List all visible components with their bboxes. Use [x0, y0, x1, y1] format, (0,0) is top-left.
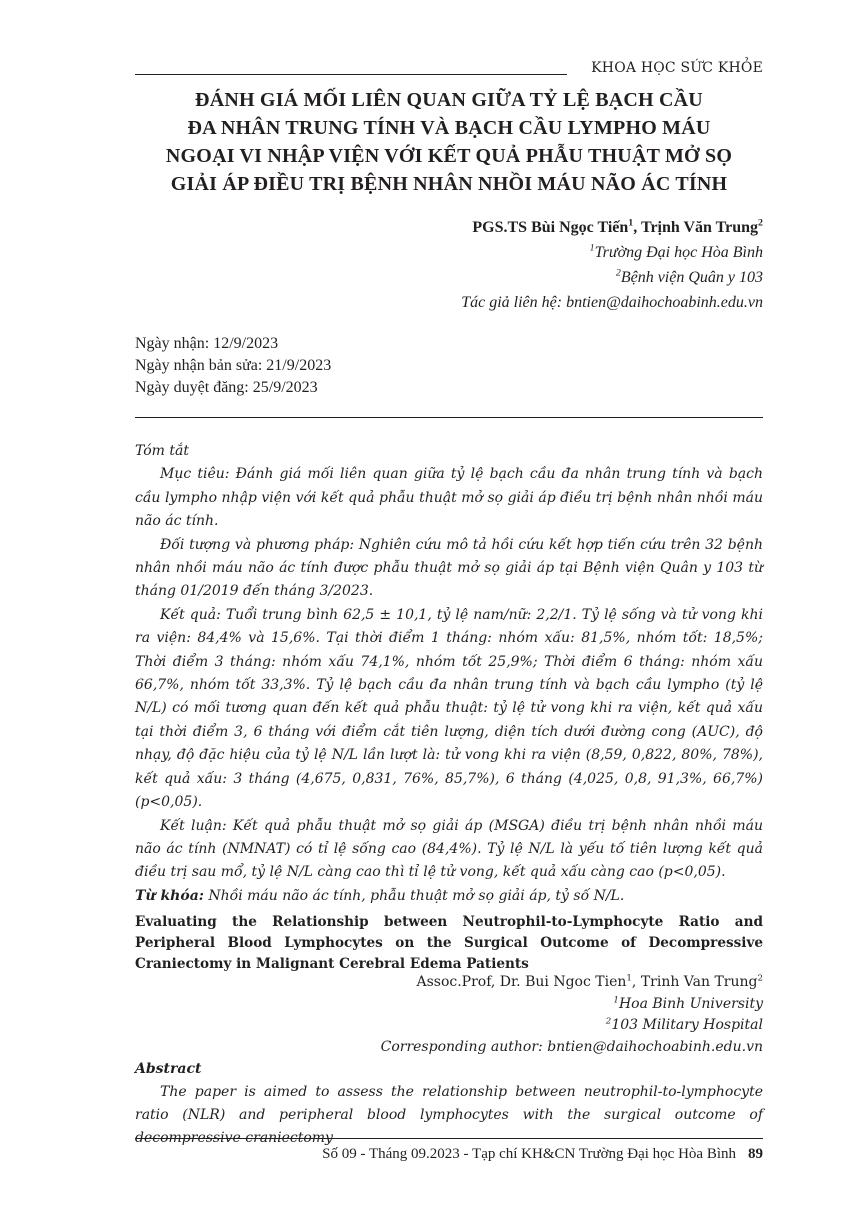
keywords: [135, 885, 763, 908]
footer-rule: [135, 1138, 763, 1139]
date-revised: Ngày nhận bản sửa: 21/9/2023: [135, 357, 332, 374]
author-2: Trịnh Văn Trung: [640, 219, 759, 236]
keywords-label: Từ khóa:: [135, 887, 204, 904]
abstract-vi: [135, 440, 763, 908]
author-names: [461, 215, 763, 240]
affiliation-2-en: [381, 1015, 763, 1037]
affiliation-2-sup: 2: [615, 267, 621, 279]
english-title: Evaluating the Relationship between Neutrophil-to-Lymphocyte Ratio and Peripheral Blood Lymphocytes on the Surgical Outcome of Decompressive Craniectomy in Malignant Cerebral Edema Patients: [135, 914, 763, 972]
affiliation-1: [461, 240, 763, 265]
author-2-en: Trinh Van Trung: [640, 974, 758, 990]
affiliation-1-en: [381, 994, 763, 1016]
author-1-en: Assoc.Prof, Dr. Bui Ngoc Tien: [416, 974, 627, 990]
abstract-methods: Đối tượng và phương pháp: Nghiên cứu mô tả hồi cứu kết hợp tiến cứu trên 32 bệnh nhân nhồi máu não ác tính được phẫu thuật mở sọ giải áp tại Bệnh viện Quân y 103 từ tháng 01/2019 đến tháng 3/2023.: [135, 536, 763, 600]
abstract-objective: Mục tiêu: Đánh giá mối liên quan giữa tỷ lệ bạch cầu đa nhân trung tính và bạch cầu lympho nhập viện với kết quả phẫu thuật mở sọ giải áp điều trị bệnh nhân nhồi máu não ác tính.: [135, 466, 763, 530]
contact-email-en: Corresponding author: bntien@daihochoabinh.edu.vn: [380, 1038, 763, 1055]
author-2-sup: 2: [758, 217, 763, 229]
page-number: 89: [748, 1146, 763, 1162]
keywords-text: Nhồi máu não ác tính, phẫu thuật mở sọ giải áp, tỷ số N/L.: [203, 887, 625, 904]
author-names-en: [381, 972, 763, 994]
author-separator: ,: [633, 219, 641, 236]
authors-block-en: [381, 972, 763, 1058]
affiliation-1-sup: 1: [589, 242, 595, 254]
affiliation-1-text: Trường Đại học Hòa Bình: [594, 244, 763, 261]
title-line: NGOẠI VI NHẬP VIỆN VỚI KẾT QUẢ PHẪU THUẬT MỞ SỌ: [165, 145, 733, 167]
abstract-en-heading: Abstract: [135, 1061, 202, 1077]
author-2-en-sup: 2: [757, 973, 763, 984]
author-1-en-sup: 1: [626, 973, 632, 984]
abstract-en-text: The paper is aimed to assess the relationship between neutrophil-to-lymphocyte ratio (NLR) and peripheral blood lymphocytes with the surgical outcome of decompressive craniectomy: [135, 1084, 763, 1146]
abstract-results: Kết quả: Tuổi trung bình 62,5 ± 10,1, tỷ lệ nam/nữ: 2,2/1. Tỷ lệ sống và tử vong khi ra viện: 84,4% và 15,6%. Tại thời điểm 1 tháng: nhóm xấu: 81,5%, nhóm tốt: 18,5%; Thời điểm 3 tháng: nhóm xấu 74,1%, nhóm tốt 25,9%; Thời điểm 6 tháng: nhóm xấu 66,7%, nhóm tốt 33,3%. Tỷ lệ bạch cầu đa nhân trung tính và bạch cầu lympho (tỷ lệ N/L) có mối tương quan đến kết quả phẫu thuật: tỷ lệ tử vong khi ra viện, kết quả xấu tại thời điểm 3, 6 tháng với điểm cắt tiên lượng, diện tích dưới đường cong (AUC), độ nhạy, độ đặc hiệu của tỷ lệ N/L lần lượt là: tử vong khi ra viện (8,59, 0,822, 80%, 78%), kết quả xấu: 3 tháng (4,675, 0,831, 76%, 85,7%), 6 tháng (4,025, 0,8, 91,3%, 66,7%) (p<0,05).: [135, 606, 763, 811]
header-rule: [135, 74, 567, 75]
article-title: [135, 86, 763, 198]
affiliation-2-en-sup: 2: [605, 1016, 612, 1027]
affiliation-2: [461, 265, 763, 290]
title-line: ĐA NHÂN TRUNG TÍNH VÀ BẠCH CẦU LYMPHO MÁU: [187, 117, 711, 139]
affiliation-1-en-text: Hoa Binh University: [618, 995, 763, 1012]
abstract-conclusion: Kết luận: Kết quả phẫu thuật mở sọ giải áp (MSGA) điều trị bệnh nhân nhồi máu não ác tính (NMNAT) có tỉ lệ sống cao (84,4%). Tỷ lệ N/L là yếu tố tiên lượng kết quả điều trị sau mổ, tỷ lệ N/L càng cao thì tỉ lệ tử vong, kết quả xấu càng cao (p<0,05).: [135, 817, 763, 881]
affiliation-2-text: Bệnh viện Quân y 103: [620, 269, 763, 286]
affiliation-2-en-text: 103 Military Hospital: [611, 1017, 763, 1033]
author-1-sup: 1: [628, 217, 634, 229]
date-received: Ngày nhận: 12/9/2023: [135, 335, 279, 352]
title-line: GIẢI ÁP ĐIỀU TRỊ BỆNH NHÂN NHỒI MÁU NÃO ÁC TÍNH: [170, 173, 728, 195]
section-divider: [135, 417, 763, 418]
dates-block: [135, 333, 331, 399]
contact-email: Tác giả liên hệ: bntien@daihochoabinh.edu.vn: [461, 294, 763, 311]
page-footer: [322, 1146, 763, 1163]
section-label: KHOA HỌC SỨC KHỎE: [591, 60, 763, 76]
title-line: ĐÁNH GIÁ MỐI LIÊN QUAN GIỮA TỶ LỆ BẠCH CẦU: [195, 89, 703, 111]
author-en-separator: ,: [631, 974, 641, 990]
abstract-vi-heading: Tóm tắt: [135, 443, 190, 459]
abstract-en: [135, 1058, 763, 1150]
author-1: PGS.TS Bùi Ngọc Tiến: [472, 219, 629, 236]
journal-info: Số 09 - Tháng 09.2023 - Tạp chí KH&CN Trường Đại học Hòa Bình: [322, 1146, 736, 1162]
affiliation-1-en-sup: 1: [613, 994, 619, 1005]
authors-block-vi: [461, 215, 763, 315]
date-accepted: Ngày duyệt đăng: 25/9/2023: [135, 379, 318, 396]
